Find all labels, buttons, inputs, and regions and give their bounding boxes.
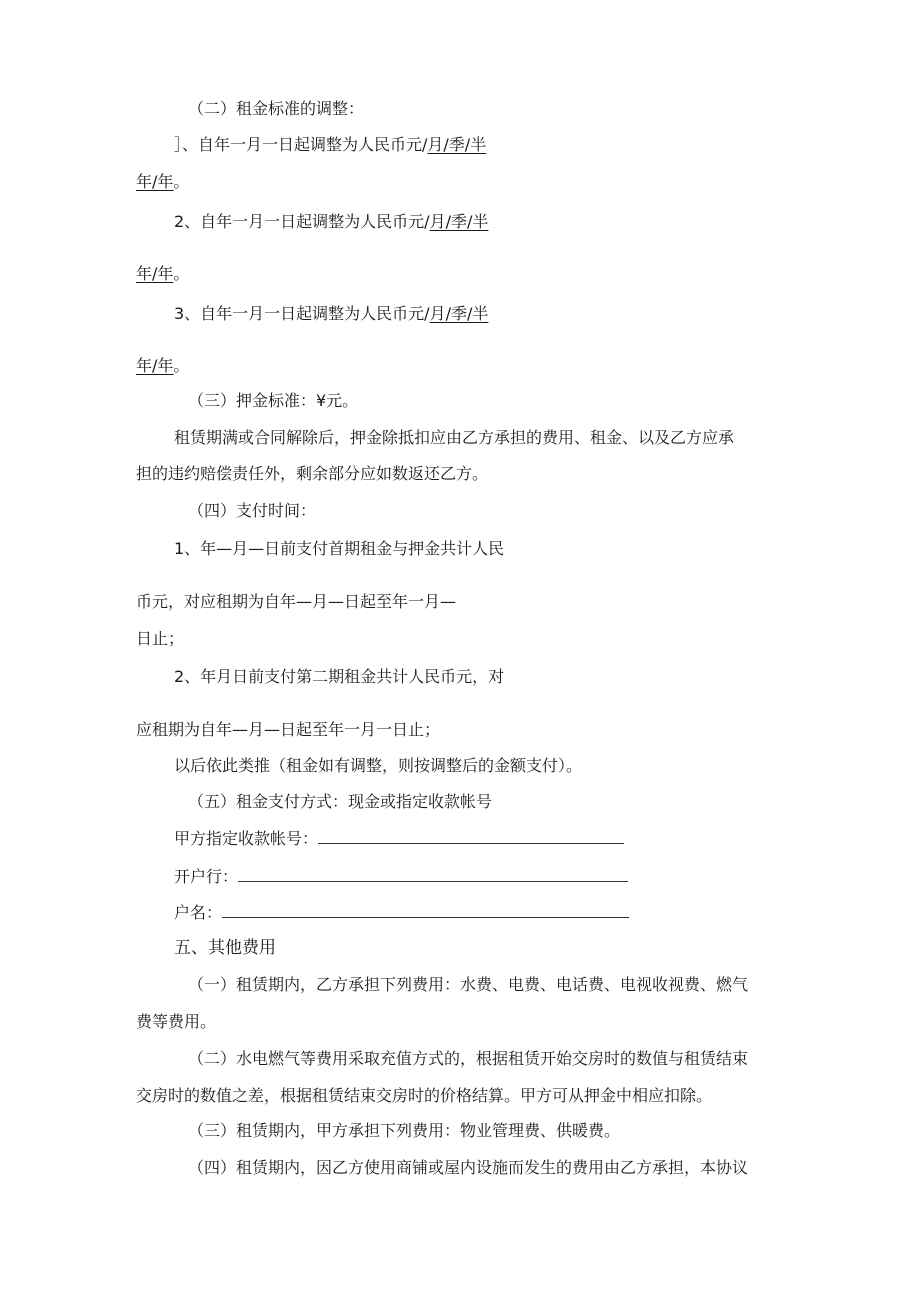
payment-item-2-line-2: 应租期为自年—月—日起至年一月一日止； [136, 720, 441, 739]
item-1-prefix: ］、自年一月一日起调整为人民币元/ [174, 135, 428, 154]
rent-adjust-item-2 [174, 211, 488, 233]
item-3-end: 。 [173, 356, 190, 375]
item-1-unit: 月/季/半 [427, 135, 487, 154]
payment-item-1-line-3: 日止； [136, 629, 185, 648]
account-name-blank [222, 903, 629, 918]
item-3-unit: 月/季/半 [429, 304, 489, 323]
account-name-label: 户名： [174, 903, 223, 922]
payment-method-heading: （五）租金支付方式：现金或指定收款帐号 [188, 792, 493, 811]
other-fees-p2-line-1: （二）水电燃气等费用采取充值方式的，根据租赁开始交房时的数值与租赁结束 [188, 1049, 749, 1068]
rent-adjust-item-3-cont [136, 355, 189, 377]
rent-adjust-item-1 [174, 134, 486, 156]
other-fees-p1-line-1: （一）租赁期内，乙方承担下列费用：水费、电费、电话费、电视收视费、燃气 [188, 975, 749, 994]
bank-blank [238, 867, 628, 882]
account-number-blank [318, 829, 624, 844]
rent-adjust-heading: （二）租金标准的调整： [188, 99, 365, 118]
rent-adjust-item-1-cont [136, 171, 189, 193]
payment-time-heading: （四）支付时间： [188, 501, 317, 520]
other-fees-p4-line-1: （四）租赁期内，因乙方使用商铺或屋内设施而发生的费用由乙方承担，本协议 [188, 1158, 749, 1177]
bank-label: 开户行： [174, 867, 239, 886]
item-2-cont: 年/年 [136, 264, 174, 283]
item-3-prefix: 3、自年一月一日起调整为人民币元/ [174, 304, 430, 323]
account-number-row [174, 828, 624, 850]
other-fees-p2-line-2: 交房时的数值之差，根据租赁结束交房时的价格结算。甲方可从押金中相应扣除。 [136, 1086, 713, 1105]
payment-item-1-line-1: 1、年—月—日前支付首期租金与押金共计人民 [174, 539, 505, 558]
item-2-prefix: 2、自年一月一日起调整为人民币元/ [174, 212, 430, 231]
account-name-row [174, 902, 629, 924]
item-1-cont: 年/年 [136, 172, 174, 191]
other-fees-title: 五、其他费用 [174, 938, 276, 958]
deposit-para-line-2: 担的违约赔偿责任外，剩余部分应如数返还乙方。 [136, 464, 489, 483]
item-1-end: 。 [173, 172, 190, 191]
account-number-label: 甲方指定收款帐号： [174, 829, 319, 848]
payment-after-note: 以后依此类推（租金如有调整，则按调整后的金额支付）。 [174, 756, 583, 775]
rent-adjust-item-3 [174, 303, 488, 325]
item-2-end: 。 [173, 264, 190, 283]
rent-adjust-item-2-cont [136, 263, 189, 285]
item-3-cont: 年/年 [136, 356, 174, 375]
deposit-para-line-1: 租赁期满或合同解除后，押金除抵扣应由乙方承担的费用、租金、以及乙方应承 [174, 428, 735, 447]
payment-item-2-line-1: 2、年月日前支付第二期租金共计人民币元，对 [174, 667, 505, 686]
payment-item-1-line-2: 币元，对应租期为自年—月—日起至年一月— [136, 592, 457, 611]
deposit-heading: （三）押金标准：¥元。 [188, 391, 359, 410]
bank-row [174, 866, 628, 888]
item-2-unit: 月/季/半 [429, 212, 489, 231]
other-fees-p3: （三）租赁期内，甲方承担下列费用：物业管理费、供暖费。 [188, 1121, 621, 1140]
other-fees-p1-line-2: 费等费用。 [136, 1012, 217, 1031]
